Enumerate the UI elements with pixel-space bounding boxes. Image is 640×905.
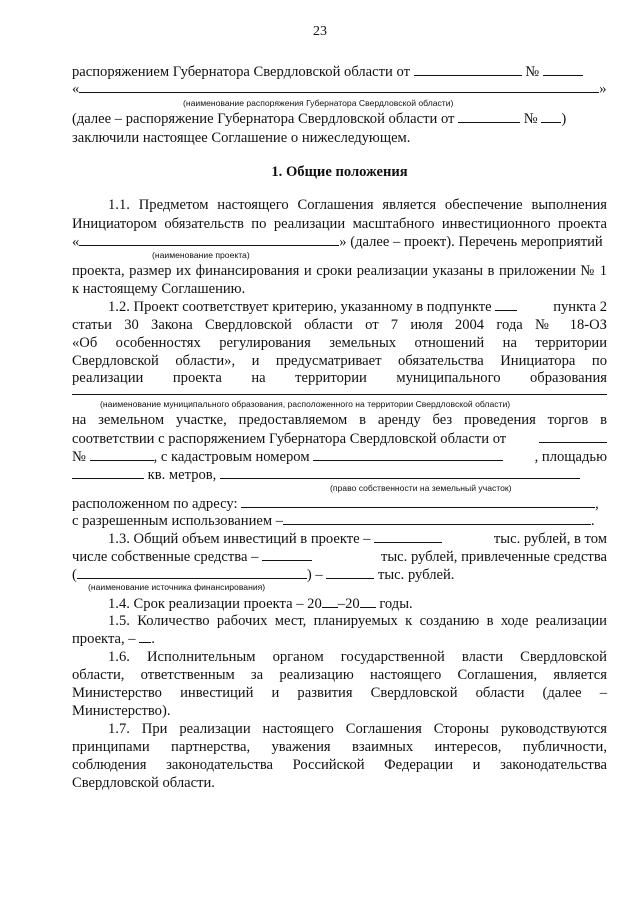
attracted-funds-blank xyxy=(326,566,374,579)
preamble-line-4: заключили настоящее Соглашение о нижеследующем. xyxy=(72,130,411,146)
address-blank xyxy=(241,495,595,508)
p1-4-line-1: 1.4. Срок реализации проекта – 20 –20 годы. xyxy=(108,596,413,612)
p1-2-line-1: 1.2. Проект соответствует критерию, указанному в подпункте пункта 2 xyxy=(108,299,607,315)
p1-1-line-3: « » (далее – проект). Перечень мероприятий xyxy=(72,234,603,250)
p1-1-line-4: проекта, размер их финансирования и сроки реализации указаны в приложении № 1 xyxy=(72,263,607,279)
note-project-name: (наименование проекта) xyxy=(152,250,250,260)
p1-2-line-11: с разрешенным использованием – . xyxy=(72,513,595,529)
preamble-line-2: « » xyxy=(72,81,607,97)
p1-2-line-7: соответствии с распоряжением Губернатора Свердловской области от xyxy=(72,430,607,449)
p1-7-line-1: 1.7. При реализации настоящего Соглашения Стороны руководствуются xyxy=(108,721,607,737)
p1-5-line-2: проекта, – . xyxy=(72,631,155,647)
p1-3-line-3: ( ) – тыс. рублей. xyxy=(72,567,455,583)
note-funding-source: (наименование источника финансирования) xyxy=(88,582,266,592)
own-funds-blank xyxy=(262,548,312,561)
p1-7-line-2: принципами партнерства, уважения взаимных интересов, публичности, xyxy=(72,739,607,755)
p1-5-line-1: 1.5. Количество рабочих мест, планируемых к созданию в ходе реализации xyxy=(108,613,607,629)
note-municipality: (наименование муниципального образования, расположенного на территории Свердловской области) xyxy=(100,399,511,409)
total-investment-blank xyxy=(374,530,442,543)
p1-2-line-8: № , с кадастровым номером , площадью xyxy=(72,449,607,465)
project-name-blank xyxy=(79,233,339,246)
p1-2-line-6: на земельном участке, предоставляемом в аренду без проведения торгов в xyxy=(72,412,607,428)
p1-2-line-9: кв. метров, xyxy=(72,466,607,485)
p1-2-line-10: расположенном по адресу: , xyxy=(72,496,599,512)
end-year-blank xyxy=(360,595,376,608)
p1-6-line-2: области, ответственным за реализацию настоящего Соглашения, является xyxy=(72,667,607,683)
note-ownership: (право собственности на земельный участок) xyxy=(330,483,512,493)
subpoint-blank xyxy=(495,298,517,311)
jobs-count-blank xyxy=(139,630,151,643)
p1-7-line-4: Свердловской области. xyxy=(72,775,215,791)
preamble-line-1: распоряжением Губернатора Свердловской области от № xyxy=(72,63,607,82)
page-number: 23 xyxy=(313,24,327,39)
p1-3-line-2: числе собственные средства – тыс. рублей, привлеченные средства xyxy=(72,549,607,565)
p1-2-line-5: реализации проекта на территории муниципального образования xyxy=(72,370,607,386)
p1-1-line-1: 1.1. Предметом настоящего Соглашения является обеспечение выполнения xyxy=(108,197,607,213)
p1-6-line-4: Министерство). xyxy=(72,703,171,719)
order-number-blank xyxy=(543,63,583,76)
section-title: 1. Общие положения xyxy=(271,164,408,180)
order-date-blank xyxy=(414,63,522,76)
funding-source-blank xyxy=(77,566,307,579)
cadastral-number-blank xyxy=(313,448,503,461)
municipality-blank xyxy=(72,394,607,395)
start-year-blank xyxy=(322,595,338,608)
p1-6-line-3: Министерство инвестиций и развития Свердловской области (далее – xyxy=(72,685,607,701)
order-date-blank-2 xyxy=(458,110,520,123)
p1-7-line-3: соблюдения законодательства Российской Федерации и законодательства xyxy=(72,757,607,773)
p1-2-line-2: статьи 30 Закона Свердловской области от 7 июля 2004 года № 18-ОЗ xyxy=(72,317,607,333)
permitted-use-blank xyxy=(283,512,591,525)
order-number-blank-3 xyxy=(90,448,154,461)
order-date-blank-3 xyxy=(539,430,607,443)
p1-3-line-1: 1.3. Общий объем инвестиций в проекте – тыс. рублей, в том xyxy=(108,531,607,547)
area-blank xyxy=(72,466,144,479)
p1-2-line-3: «Об особенностях регулирования земельных отношений на территории xyxy=(72,335,607,351)
order-number-blank-2 xyxy=(541,110,561,123)
p1-1-line-2: Инициатором обязательств по реализации масштабного инвестиционного проекта xyxy=(72,216,607,232)
ownership-blank xyxy=(220,466,580,479)
p1-1-line-5: к настоящему Соглашению. xyxy=(72,281,246,297)
order-name-blank xyxy=(79,80,599,93)
p1-2-line-4: Свердловской области», и предусматривает обязательства Инициатора по xyxy=(72,353,607,369)
p1-6-line-1: 1.6. Исполнительным органом государственной власти Свердловской xyxy=(108,649,607,665)
note-order-name: (наименование распоряжения Губернатора Свердловской области) xyxy=(183,98,454,108)
preamble-line-3: (далее – распоряжение Губернатора Свердловской области от № ) xyxy=(72,111,567,127)
